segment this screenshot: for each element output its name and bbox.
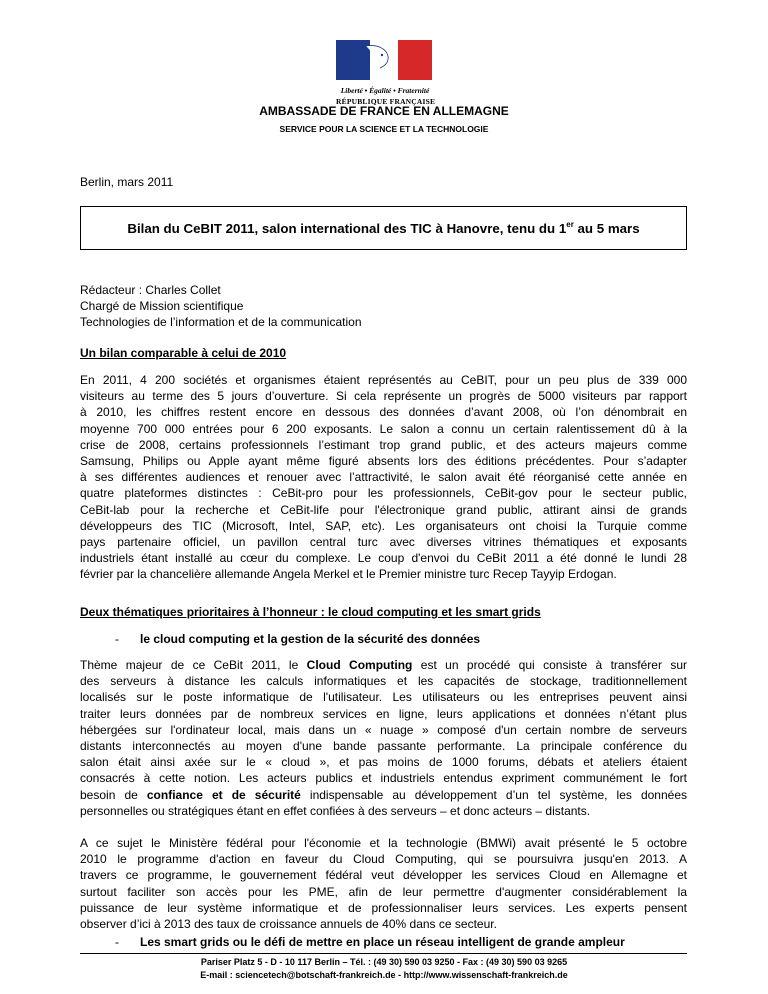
author-name: Rédacteur : Charles Collet	[80, 283, 221, 297]
bullet-heading: Les smart grids ou le défi de mettre en place un réseau intelligent de grande ampleur	[140, 935, 625, 949]
dateline: Berlin, mars 2011	[80, 175, 174, 189]
author-field: Technologies de l’information et de la communication	[80, 315, 362, 329]
document-title: Bilan du CeBIT 2011, salon international des TIC à Hanovre, tenu du 1er au 5 mars	[127, 220, 640, 236]
cloud-paragraph: Thème majeur de ce CeBit 2011, le Cloud Computing est un procédé qui consiste à transférer sur des serveurs à distance les calculs informatiques et les capacités de stockage, traditionnellement localisés sur le poste informatique de l'utilisateur. Les utilisateurs ou les entreprises peuvent ainsi traiter leurs données par de nombreux services en ligne, leurs applications et données n’étant plus hébergées sur l'ordinateur local, mais dans un « nuage » composé d'un certain nombre de serveurs distants interconnectés au moyen d'une bande passante performante. La principale conférence du salon était ainsi axée sur le « cloud », et pas moins de 1000 forums, débats et ateliers étaient consacrés à cette notion. Les acteurs publics et industriels entendus expriment communément le fort besoin de confiance et de sécurité indispensable au développement d’un tel système, les données personnelles ou stratégiques étant en effet confiées à des serveurs – et donc acteurs – distants.	[80, 658, 688, 818]
republique-francaise-logo	[336, 40, 434, 106]
bullet-heading: le cloud computing et la gestion de la sécurité des données	[140, 632, 481, 646]
footer-address: Pariser Platz 5 - D - 10 117 Berlin – Tél. : (49 30) 590 03 9250 - Fax : (49 30) 590 03 9265	[200, 957, 568, 967]
bullet-dash: -	[115, 935, 119, 949]
republic-name: RÉPUBLIQUE FRANÇAISE	[336, 97, 436, 106]
republic-motto: Liberté • Égalité • Fraternité	[340, 86, 430, 95]
section-heading: Deux thématiques prioritaires à l’honneur : le cloud computing et les smart grids	[80, 605, 541, 619]
service-name: SERVICE POUR LA SCIENCE ET LA TECHNOLOGIE	[279, 124, 489, 134]
bullet-dash: -	[115, 632, 119, 646]
author-role: Chargé de Mission scientifique	[80, 299, 244, 313]
bmwi-paragraph: A ce sujet le Ministère fédéral pour l'économie et la technologie (BMWi) avait présenté le 5 octobre 2010 le programme d'action en faveur du Cloud Computing, qui se poursuivra jusqu'en 2013. A travers ce programme, le gouvernement fédéral veut développer les services Cloud en Allemagne et surtout faciliter son accès pour les PME, afin de leur permettre d'augmenter considérablement la puissance de leur système informatique et de professionnaliser leurs services. Les experts pensent observer d’ici à 2013 des taux de croissance annuels de 40% dans ce secteur.	[80, 836, 687, 931]
embassy-name: AMBASSADE DE FRANCE EN ALLEMAGNE	[259, 104, 509, 118]
marianne-flag-icon	[336, 40, 432, 80]
author-block	[80, 282, 362, 330]
section1-paragraph: En 2011, 4 200 sociétés et organismes étaient représentés au CeBIT, pour un peu plus de 339 000 visiteurs au terme des 5 jours d’ouverture. Si cela représente un progrès de 5000 visiteurs par rapport à 2010, les chiffres restent encore en dessous des données d’avant 2008, où l’on dénombrait en moyenne 700 000 entrées pour 6 200 exposants. Le salon a connu un certain ralentissement dû à la crise de 2008, certains professionnels l’estimant trop grand public, et des acteurs majeurs comme Samsung, Philips ou Apple ayant même figuré absents lors des éditions précédentes. Pour s’adapter à ses différentes audiences et renouer avec l’attractivité, le salon avait été réorganisé cette année en quatre plateformes distinctes : CeBit-pro pour les professionnels, CeBit-gov pour le secteur public, CeBit-lab pour la recherche et CeBit-life pour l'électronique grand public, attirant ainsi de grands développeurs des TIC (Microsoft, Intel, SAP, etc). Les organisateurs ont choisi la Turquie comme pays partenaire officiel, un pavillon central turc avec diverses vitrines thématiques et exposants industriels étant installé au cœur du complexe. Le coup d'envoi du CeBit 2011 a été donné le lundi 28 février par la chancelière allemande Angela Merkel et le Premier ministre turc Recep Tayyip Erdogan.	[80, 373, 687, 582]
footer-divider	[80, 953, 687, 954]
document-title-box	[80, 206, 687, 250]
section-heading: Un bilan comparable à celui de 2010	[80, 346, 287, 360]
footer-contact: E-mail : sciencetech@botschaft-frankreich.de - http://www.wissenschaft-frankreich.de	[200, 970, 568, 980]
